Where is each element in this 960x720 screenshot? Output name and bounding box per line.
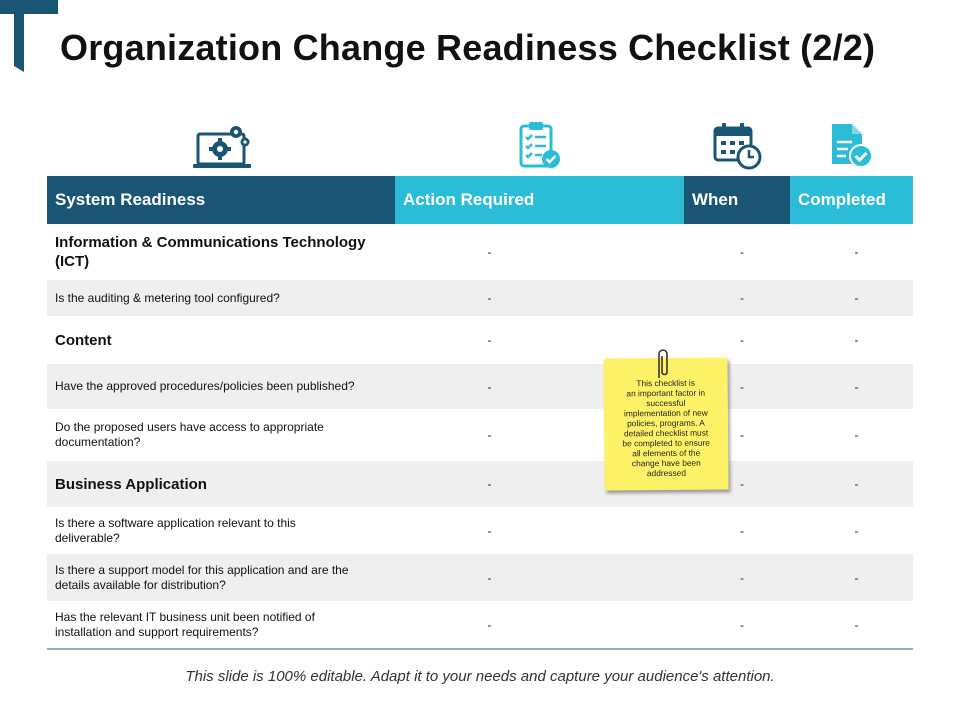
header-system-readiness: System Readiness <box>47 176 395 224</box>
completed-cell: - <box>854 477 859 491</box>
table-row <box>47 554 913 601</box>
readiness-table <box>47 176 913 650</box>
row-label: Is the auditing & metering tool configured? <box>55 290 280 305</box>
when-cell: - <box>740 477 744 491</box>
table-bottom-divider <box>47 648 913 650</box>
footer-caption: This slide is 100% editable. Adapt it to your needs and capture your audience's attention. <box>185 668 775 685</box>
row-label: Business Application <box>55 475 207 493</box>
table-row <box>47 280 913 316</box>
row-label: Have the approved procedures/policies been published? <box>55 379 355 393</box>
completed-cell: - <box>854 570 859 585</box>
row-label: Information & Communications Technology (ICT) <box>55 234 366 270</box>
table-row <box>47 601 913 648</box>
action-cell: - <box>487 477 492 491</box>
completed-cell: - <box>854 428 859 442</box>
clipboard-check-icon <box>518 120 564 170</box>
action-cell: - <box>487 617 492 632</box>
calendar-clock-icon <box>712 120 764 170</box>
when-cell: - <box>740 617 744 632</box>
table-row <box>47 409 913 461</box>
action-cell: - <box>487 333 492 347</box>
sticky-note <box>600 348 732 498</box>
when-cell: - <box>740 333 744 347</box>
action-cell: - <box>487 523 492 538</box>
completed-cell: - <box>854 523 859 538</box>
completed-cell: - <box>854 245 859 259</box>
completed-cell: - <box>854 291 859 305</box>
when-cell: - <box>740 570 744 585</box>
table-row <box>47 461 913 507</box>
laptop-gears-icon <box>192 120 256 170</box>
row-label: Content <box>55 331 112 349</box>
when-cell: - <box>740 245 744 259</box>
paperclip-icon <box>654 348 670 380</box>
header-completed: Completed <box>790 176 913 224</box>
sticky-note-text: This checklist is an important factor in successful implementation of new policies, programs. A detailed checklist must be completed to ensure all elements of the change have been addressed <box>622 377 710 479</box>
action-cell: - <box>487 245 492 259</box>
row-label: Has the relevant IT business unit been notified of installation and support requirements? <box>55 609 315 639</box>
table-row <box>47 364 913 409</box>
action-cell: - <box>487 379 492 394</box>
corner-decoration <box>0 0 60 75</box>
when-cell: - <box>740 523 744 538</box>
when-cell: - <box>740 291 744 305</box>
action-cell: - <box>487 428 492 442</box>
row-label: Is there a software application relevant to this deliverable? <box>55 515 296 545</box>
completed-cell: - <box>854 379 859 394</box>
page-title: Organization Change Readiness Checklist (2/2) <box>60 27 876 68</box>
header-action-required: Action Required <box>395 176 684 224</box>
when-cell: - <box>740 428 744 442</box>
action-cell: - <box>487 570 492 585</box>
header-when: When <box>684 176 790 224</box>
table-row <box>47 507 913 554</box>
row-label: Do the proposed users have access to appropriate documentation? <box>55 420 324 449</box>
table-row <box>47 224 913 280</box>
table-header <box>47 176 913 224</box>
document-check-icon <box>828 120 876 170</box>
when-cell: - <box>740 379 744 394</box>
completed-cell: - <box>854 617 859 632</box>
action-cell: - <box>487 291 492 305</box>
table-row <box>47 316 913 364</box>
row-label: Is there a support model for this application and are the details available for distribution? <box>55 562 349 592</box>
completed-cell: - <box>854 333 859 347</box>
